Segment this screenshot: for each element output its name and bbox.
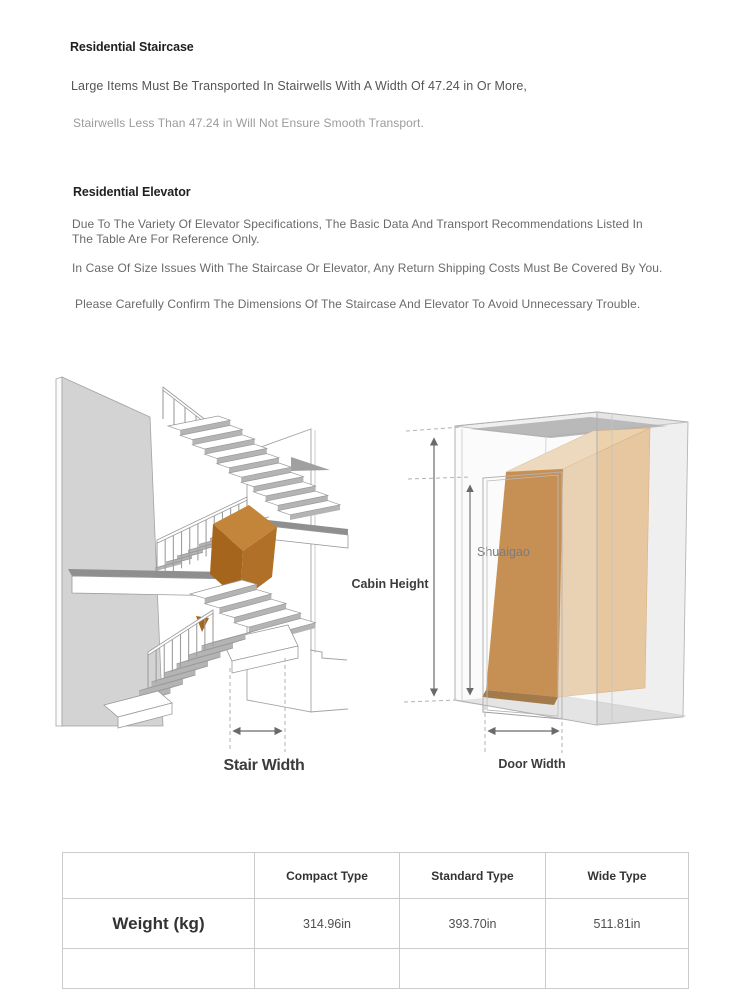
table-cell bbox=[546, 949, 689, 989]
stair-left-wall bbox=[56, 377, 163, 726]
table-row bbox=[63, 899, 689, 949]
table-header-cell bbox=[63, 853, 255, 899]
door-width-label: Door Width bbox=[498, 757, 566, 771]
elevator-note-1: Due To The Variety Of Elevator Specifications, The Basic Data And Transport Recommendations Listed In The Table Are For Reference Only. bbox=[72, 217, 643, 246]
elevator-section-title: Residential Elevator bbox=[73, 185, 191, 199]
table-header-cell: Standard Type bbox=[400, 853, 546, 899]
table-cell: 511.81in bbox=[546, 899, 689, 949]
elevator-note-3: Please Carefully Confirm The Dimensions Of The Staircase And Elevator To Avoid Unnecessary Trouble. bbox=[75, 297, 641, 311]
table-cell bbox=[63, 949, 255, 989]
table-row-partial bbox=[63, 949, 689, 989]
table-header-row bbox=[63, 853, 689, 899]
dimensions-table bbox=[62, 852, 689, 989]
table-header-cell: Compact Type bbox=[255, 853, 400, 899]
table-cell bbox=[400, 949, 546, 989]
staircase-diagram bbox=[50, 368, 350, 780]
table-cell: 393.70in bbox=[400, 899, 546, 949]
table-cell bbox=[255, 949, 400, 989]
staircase-note-primary: Large Items Must Be Transported In Stairwells With A Width Of 47.24 in Or More, bbox=[71, 79, 527, 93]
elevator-diagram bbox=[340, 395, 710, 780]
staircase-section-title: Residential Staircase bbox=[70, 40, 194, 54]
cabin-height-label: Cabin Height bbox=[351, 577, 429, 591]
table-cell: 314.96in bbox=[255, 899, 400, 949]
staircase-note-secondary: Stairwells Less Than 47.24 in Will Not Ensure Smooth Transport. bbox=[73, 116, 424, 130]
table-header-cell: Wide Type bbox=[546, 853, 689, 899]
elevator-note-2: In Case Of Size Issues With The Staircase Or Elevator, Any Return Shipping Costs Must Be Covered By You. bbox=[72, 261, 663, 275]
stair-width-label: Stair Width bbox=[223, 757, 305, 774]
cabin-front-glass bbox=[455, 412, 612, 725]
row-label-cell: Weight (kg) bbox=[63, 899, 255, 949]
